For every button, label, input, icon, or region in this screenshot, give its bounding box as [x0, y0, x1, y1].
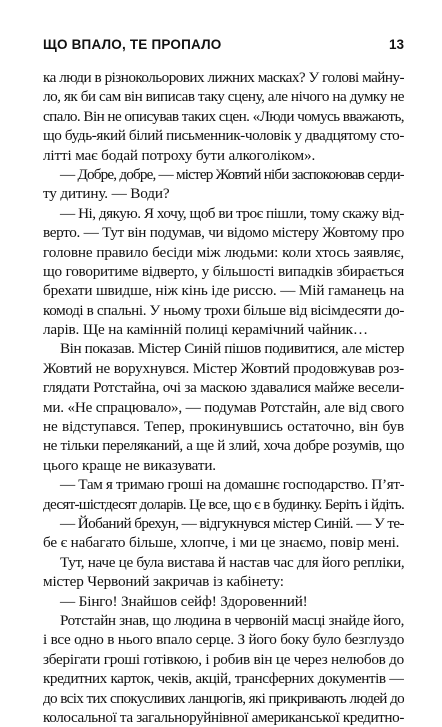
page-header	[43, 36, 404, 58]
text-line: верто. — Тут він подумав, чи відомо містеру Жовтому про	[43, 224, 404, 242]
text-line: до всіх тих спокусливих ланцюгів, які прикривають людей до	[43, 689, 404, 707]
text-line: десят-шістдесят доларів. Це все, що є в будинку. Беріть і йдіть.	[43, 495, 404, 513]
text-line: глядати Ротстайна, очі за маскою здавалися майже весели-	[43, 379, 404, 397]
text-line: не тільки переляканий, а ще й злий, хоча добре розумів, що	[43, 437, 404, 455]
text-line: ка люди в різнокольорових лижних масках? У голові майну-	[43, 69, 404, 86]
text-line: — Ні, дякую. Я хочу, щоб ви троє пішли, тому скажу від-	[60, 204, 404, 222]
text-line: ми. «Не спрацювало», — подумав Ротстайн, але від свого	[43, 398, 404, 416]
text-line: головне правило бесіди між людьми: коли хтось заявляє,	[43, 243, 404, 261]
text-line: ларів. Ще на камінній полиці керамічний чайник…	[43, 321, 368, 339]
running-title: ЩО ВПАЛО, ТЕ ПРОПАЛО	[43, 37, 222, 52]
text-line: і все одно в нього впало серце. З його боку було безглуздо	[43, 631, 404, 649]
page-number: 13	[388, 37, 404, 52]
text-line: що будь-який білий письменник-чоловік у двадцятому сто-	[43, 127, 404, 145]
text-line: спало. Він не описував таких сцен. «Люди чомусь вважають,	[43, 107, 404, 125]
text-line: колосальної та загальноруйнівної американської кредитно-	[43, 708, 404, 726]
text-line: комоді в спальні. У ньому трохи більше від вісімдесяти до-	[43, 301, 404, 319]
text-line: ту дитину. — Води?	[43, 185, 170, 203]
text-line: літті має бодай потроху бути алкоголіком».	[43, 146, 316, 164]
text-line: що говоритиме відверто, у більшості випадків збирається	[43, 262, 404, 280]
text-line: — Бінго! Знайшов сейф! Здоровенний!	[60, 592, 308, 610]
text-line: Жовтий не ворухнувся. Містер Жовтий продовжував роз-	[43, 359, 404, 377]
text-line: зберігати гроші готівкою, і робив він це через нелюбов до	[43, 650, 404, 668]
text-line: Він показав. Містер Синій пішов подивитися, але містер	[60, 340, 404, 358]
text-line: Тут, наче це була вистава й настав час для його репліки,	[60, 553, 404, 571]
text-line: кредитних карток, чеків, акцій, трансферних документів —	[43, 670, 404, 688]
text-line: — Там я тримаю гроші на домашнє господарство. П’ят-	[60, 476, 404, 494]
text-line: ло, як би сам він виписав таку сцену, але нічого на думку не	[43, 88, 404, 106]
text-line: брехати швидше, ніж кінь іде риссю. — Мій гаманець на	[43, 282, 404, 300]
text-line: містер Червоний закричав із кабінету:	[43, 573, 284, 591]
text-line: не відступався. Тепер, прокинувшись остаточно, він був	[43, 418, 404, 436]
text-line: — Добре, добре, — містер Жовтий ніби заспокоював серди-	[60, 165, 404, 183]
text-line: Ротстайн знав, що людина в червоній масці знайде його,	[60, 611, 404, 629]
text-line: цього краще не виказувати.	[43, 456, 216, 474]
body-text	[43, 68, 404, 727]
text-line: бе є набагато більше, хлопче, і ми це знаємо, повір мені.	[43, 534, 400, 552]
text-line: — Йобаний брехун, — відгукнувся містер Синій. — У те-	[60, 514, 404, 532]
